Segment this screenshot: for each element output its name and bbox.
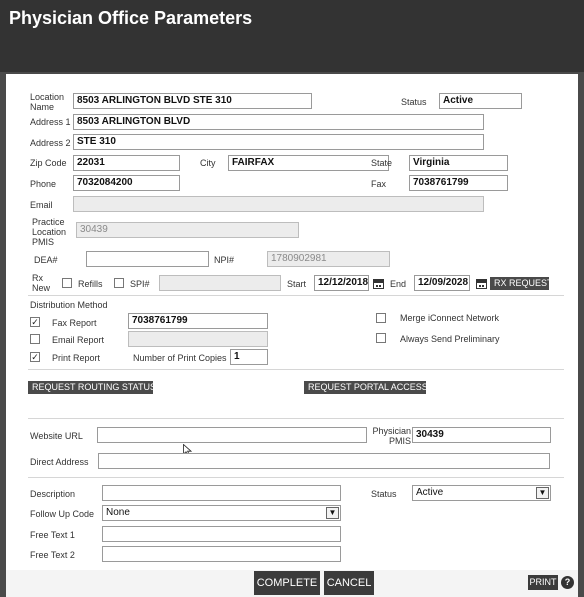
chevron-down-icon: ▼ xyxy=(326,507,339,519)
divider xyxy=(28,369,564,370)
follow-up-code-select[interactable] xyxy=(102,505,341,521)
city-field[interactable]: FAIRFAX xyxy=(228,155,389,171)
pmis-field[interactable]: 30439 xyxy=(76,222,299,238)
page-header xyxy=(0,0,584,72)
dea-label: DEA# xyxy=(34,255,58,265)
status-label: Status xyxy=(401,97,427,107)
address1-label: Address 1 xyxy=(30,117,71,127)
end-calendar-icon[interactable] xyxy=(476,279,487,289)
divider xyxy=(28,295,564,296)
free-text1-label: Free Text 1 xyxy=(30,530,75,540)
divider xyxy=(28,477,564,478)
direct-address-field[interactable] xyxy=(98,453,550,469)
print-copies-field[interactable]: 1 xyxy=(230,349,268,365)
start-date-field[interactable]: 12/12/2018 xyxy=(314,275,369,291)
print-copies-label: Number of Print Copies xyxy=(133,353,227,363)
npi-label: NPI# xyxy=(214,255,235,265)
fax-report-label: Fax Report xyxy=(52,318,97,328)
address1-field[interactable]: 8503 ARLINGTON BLVD xyxy=(73,114,484,130)
fax-report-field[interactable]: 7038761799 xyxy=(128,313,268,329)
refills-checkbox[interactable] xyxy=(62,278,72,288)
spi-checkbox[interactable] xyxy=(114,278,124,288)
email-report-label: Email Report xyxy=(52,335,105,345)
pmis-label: Practice Location PMIS xyxy=(32,217,67,247)
address2-label: Address 2 xyxy=(30,138,71,148)
location-name-field[interactable]: 8503 ARLINGTON BLVD STE 310 xyxy=(73,93,312,109)
distribution-heading: Distribution Method xyxy=(30,300,108,310)
direct-address-label: Direct Address xyxy=(30,457,89,467)
end-date-field[interactable]: 12/09/2028 xyxy=(414,275,470,291)
description-label: Description xyxy=(30,489,76,499)
physician-pmis-field[interactable]: 30439 xyxy=(412,427,551,443)
start-calendar-icon[interactable] xyxy=(373,279,384,289)
always-send-label: Always Send Preliminary xyxy=(400,334,500,344)
rx-request-button[interactable]: RX REQUEST xyxy=(490,277,549,290)
end-label: End xyxy=(390,279,407,289)
print-report-checkbox[interactable]: ✓ xyxy=(31,352,39,362)
city-label: City xyxy=(200,158,216,168)
website-url-label: Website URL xyxy=(30,431,83,441)
form-footer xyxy=(6,570,578,597)
help-icon[interactable]: ? xyxy=(561,576,574,589)
request-portal-access-button[interactable]: REQUEST PORTAL ACCESS xyxy=(304,381,426,394)
followup-status-select[interactable] xyxy=(412,485,551,501)
phone-label: Phone xyxy=(30,179,57,189)
npi-field[interactable]: 1780902981 xyxy=(267,251,390,267)
fax-report-checkbox[interactable]: ✓ xyxy=(31,317,39,327)
status-field[interactable]: Active xyxy=(439,93,522,109)
cancel-button[interactable]: CANCEL xyxy=(324,571,374,595)
print-button[interactable]: PRINT xyxy=(528,575,558,590)
spi-field[interactable] xyxy=(159,275,281,291)
divider xyxy=(28,418,564,419)
start-label: Start xyxy=(287,279,307,289)
free-text1-field[interactable] xyxy=(102,526,341,542)
email-field[interactable] xyxy=(73,196,484,212)
website-url-field[interactable] xyxy=(97,427,367,443)
rx-new-label: Rx New xyxy=(32,273,51,293)
follow-up-code-label: Follow Up Code xyxy=(30,509,95,519)
description-field[interactable] xyxy=(102,485,341,501)
free-text2-label: Free Text 2 xyxy=(30,550,75,560)
state-label: State xyxy=(371,158,393,168)
zip-label: Zip Code xyxy=(30,158,67,168)
spi-label: SPI# xyxy=(130,279,150,289)
followup-status-label: Status xyxy=(371,489,397,499)
physician-pmis-label: Physician PMIS xyxy=(372,426,411,446)
email-report-checkbox[interactable] xyxy=(30,334,40,344)
request-routing-status-button[interactable]: REQUEST ROUTING STATUS xyxy=(28,381,153,394)
phone-field[interactable]: 7032084200 xyxy=(73,175,180,191)
refills-label: Refills xyxy=(78,279,103,289)
follow-up-code-value: None xyxy=(106,507,130,518)
address2-field[interactable]: STE 310 xyxy=(73,134,484,150)
complete-button[interactable]: COMPLETE xyxy=(254,571,320,595)
merge-iconnect-label: Merge iConnect Network xyxy=(400,313,500,323)
free-text2-field[interactable] xyxy=(102,546,341,562)
print-report-label: Print Report xyxy=(52,353,101,363)
followup-status-value: Active xyxy=(416,487,444,498)
form-panel xyxy=(6,74,578,597)
merge-iconnect-checkbox[interactable] xyxy=(376,313,386,323)
page-title: Physician Office Parameters xyxy=(9,8,253,28)
email-report-field[interactable] xyxy=(128,331,268,347)
chevron-down-icon: ▼ xyxy=(536,487,549,499)
email-label: Email xyxy=(30,200,53,210)
always-send-checkbox[interactable] xyxy=(376,333,386,343)
state-field[interactable]: Virginia xyxy=(409,155,508,171)
dea-field[interactable] xyxy=(86,251,209,267)
zip-field[interactable]: 22031 xyxy=(73,155,180,171)
fax-label: Fax xyxy=(371,179,387,189)
fax-field[interactable]: 7038761799 xyxy=(409,175,508,191)
location-name-label: Location Name xyxy=(30,92,65,112)
